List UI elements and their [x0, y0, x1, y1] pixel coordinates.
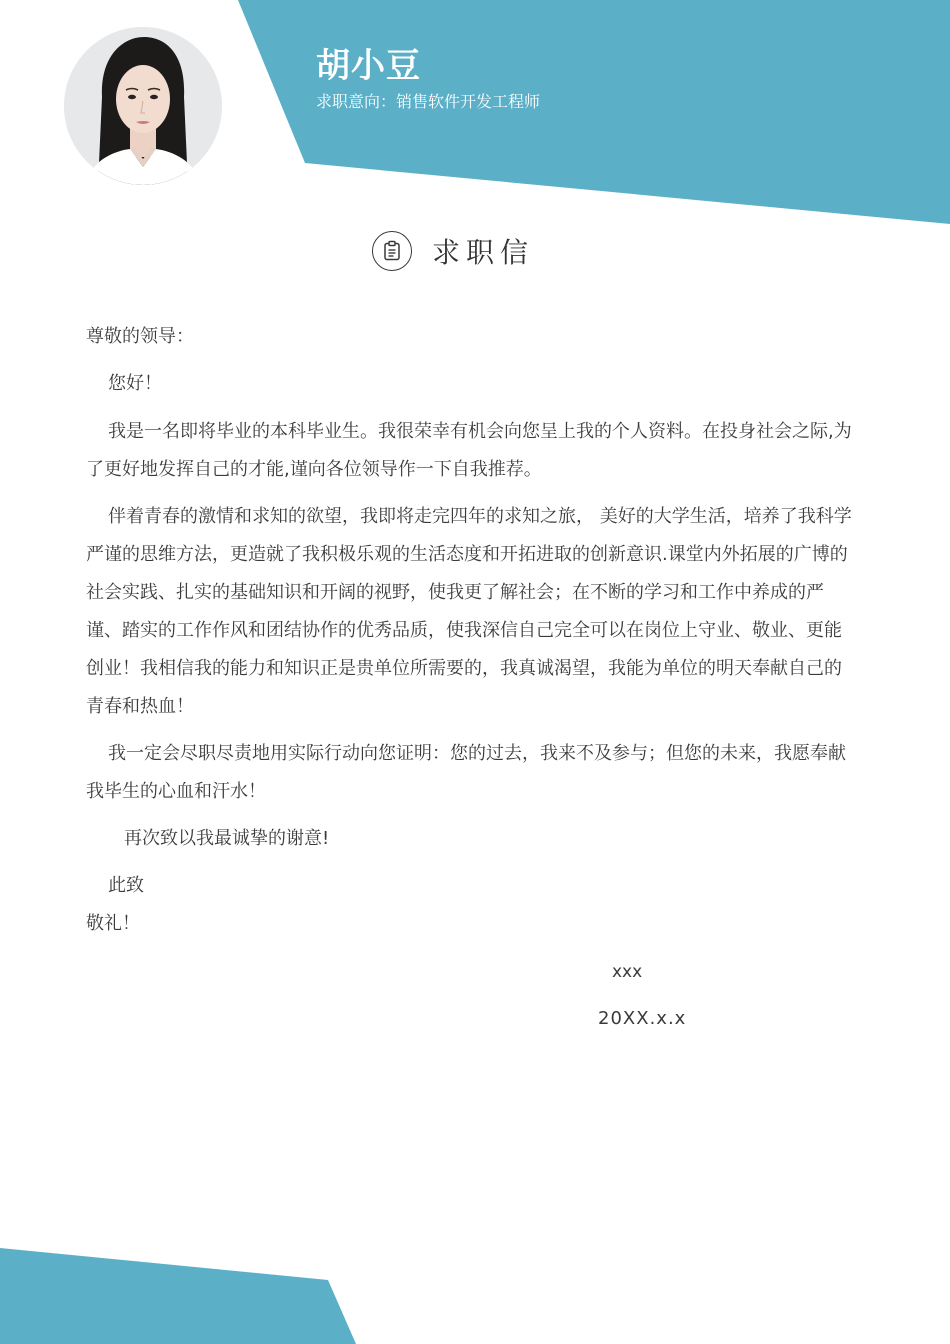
paragraph-text: 我是一名即将毕业的本科毕业生。我很荣幸有机会向您呈上我的个人资料。在投身社会之际,为了更好地发挥自己的才能,谨向各位领导作一下自我推荐。 [86, 421, 852, 480]
candidate-name: 胡小豆 [316, 46, 421, 86]
job-intent-label: 求职意向： [316, 92, 397, 111]
footer-shape [0, 1240, 380, 1344]
paragraph-text: 我一定会尽职尽责地用实际行动向您证明：您的过去，我来不及参与；但您的未来，我愿奉献我毕生的心血和汗水！ [86, 743, 846, 802]
paragraph-text: 伴着青春的激情和求知的欲望，我即将走完四年的求知之旅， 美好的大学生活，培养了我科学严谨的思维方法，更造就了我积极乐观的生活态度和开拓进取的创新意识.课堂内外拓展的广博的社会实践、扎实的基础知识和开阔的视野，使我更了解社会；在不断的学习和工作中养成的严谨、踏实的工作作风和团结协作的优秀品质，使我深信自己完全可以在岗位上守业、敬业、更能创业！我相信我的能力和知识正是贵单位所需要的，我真诚渴望，我能为单位的明天奉献自己的青春和热血！ [86, 506, 852, 717]
clipboard-icon [372, 231, 412, 271]
letter-paragraph-2 [86, 498, 858, 726]
avatar [64, 27, 222, 185]
letter-title [372, 228, 534, 274]
letter-paragraph-1 [86, 413, 858, 489]
closing-line-1: 此致 [108, 875, 144, 896]
signature: xxx [612, 962, 643, 982]
letter-paragraph-3 [86, 735, 858, 811]
job-intent [316, 89, 540, 112]
salutation: 尊敬的领导： [86, 326, 194, 347]
thanks-line: 再次致以我最诚挚的谢意! [124, 828, 330, 849]
letter-date: 20XX.x.x [598, 1008, 687, 1029]
job-intent-value: 销售软件开发工程师 [396, 92, 541, 111]
greeting: 您好！ [108, 373, 162, 394]
title-text: 求职信 [432, 236, 535, 269]
closing-line-2: 敬礼！ [86, 913, 140, 934]
